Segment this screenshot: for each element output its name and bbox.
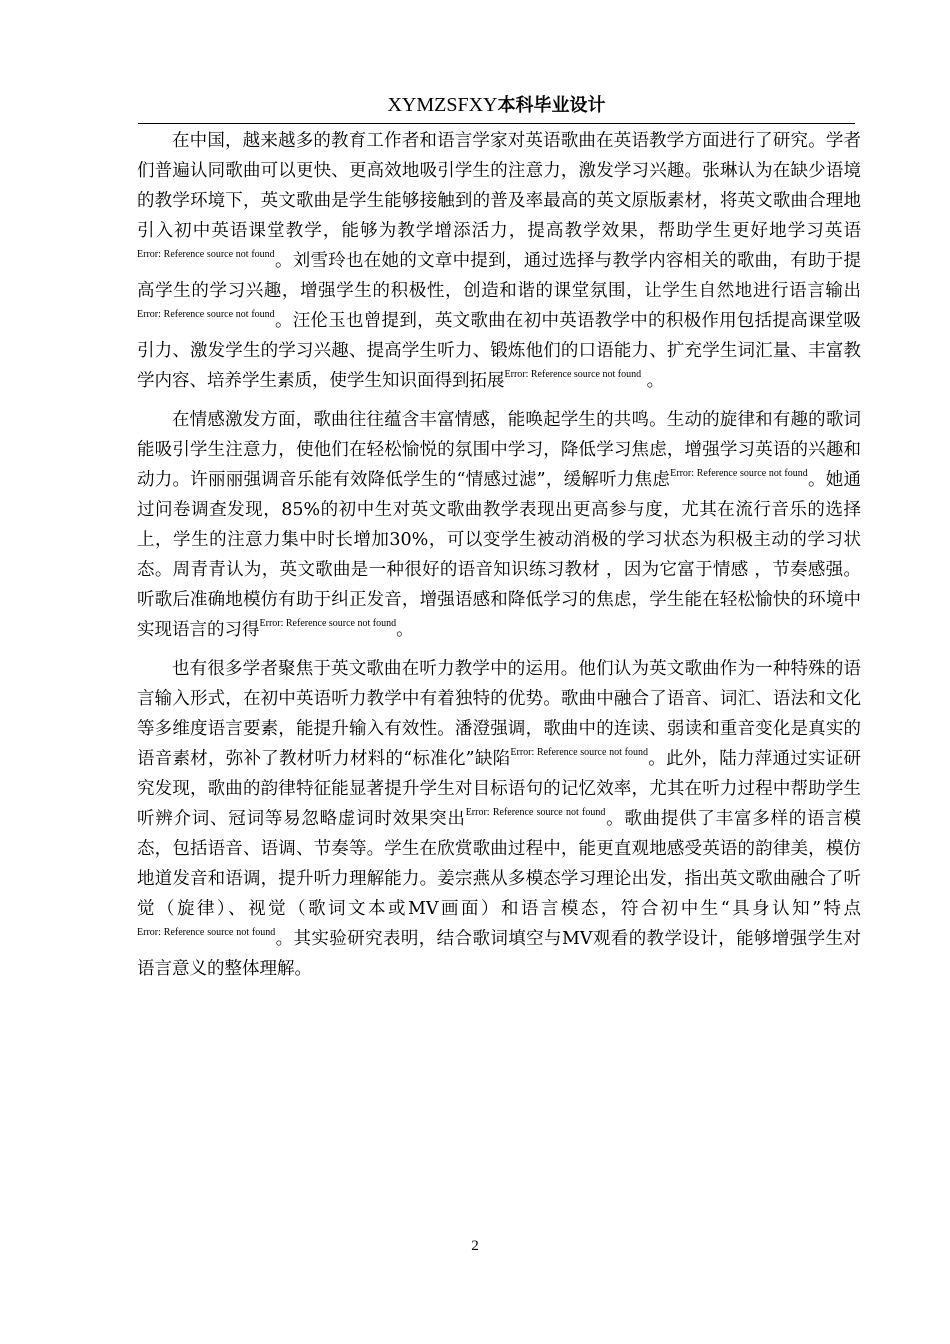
paragraph-text: 。 <box>641 371 665 391</box>
header-code: XYMZSFXY <box>387 94 498 116</box>
paragraph-text: 。刘雪玲也在她的文章中提到，通过选择与教学内容相关的歌曲，有助于提高学生的学习兴趣，增强学生的积极性，创造和谐的课堂氛围，让学生自然地进行语言输出 <box>137 251 862 301</box>
reference-error: Error: Reference source not found <box>137 249 275 260</box>
paragraph-text: 。歌曲提供了丰富多样的语言模态，包括语音、语调、节奏等。学生在欣赏歌曲过程中，能更直观地感受英语的韵律美，模仿地道发音和语调，提升听力理解能力。姜宗燕从多模态学习理论出发，指出英文歌曲融合了听觉（旋律）、视觉（歌词文本或MV画面）和语言模态，符合初中生“具身认知”特点 <box>137 809 862 919</box>
reference-error: Error: Reference source not found <box>510 747 648 758</box>
paragraph-text: 。 <box>396 620 414 640</box>
paragraph-text: 。汪伦玉也曾提到，英文歌曲在初中英语教学中的积极作用包括提高课堂吸引力、激发学生的学习兴趣、提高学生听力、锻炼他们的口语能力、扩充学生词汇量、丰富教学内容、培养学生素质，使学生知识面得到拓展 <box>137 311 862 391</box>
header-title: 本科毕业设计 <box>497 95 606 116</box>
header-text <box>138 91 855 117</box>
paragraph-3 <box>137 654 861 984</box>
paragraph-text: 。此外，陆力萍通过实证研究发现，歌曲的韵律特征能显著提升学生对目标语句的记忆效率，尤其在听力过程中帮助学生听辨介词、冠词等易忽略虚词时效果突出 <box>137 749 861 829</box>
reference-error: Error: Reference source not found <box>137 309 275 320</box>
main-content <box>137 126 861 993</box>
paragraph-text: 。她通过问卷调查发现，85%的初中生对英文歌曲教学表现出更高参与度，尤其在流行音乐的选择上，学生的注意力集中时长增加30%，可以变学生被动消极的学习状态为积极主动的学习状态。周青青认为，英文歌曲是一种很好的语音知识练习教材 ，因为它富于情感 ，节奏感强。听歌后准确地模仿有助于纠正发音，增强语感和降低学习的焦虑，学生能在轻松愉快的环境中实现语言的习得 <box>137 470 861 640</box>
reference-error: Error: Reference source not found <box>259 618 397 629</box>
reference-error: Error: Reference source not found <box>137 927 276 938</box>
reference-error: Error: Reference source not found <box>670 468 808 479</box>
paragraph-1 <box>137 126 861 396</box>
page-header <box>138 89 855 124</box>
page-number: 2 <box>471 1238 479 1254</box>
paragraph-2 <box>137 405 861 645</box>
reference-error: Error: Reference source not found <box>465 807 606 818</box>
paragraph-text: 也有很多学者聚焦于英文歌曲在听力教学中的运用。他们认为英文歌曲作为一种特殊的语言输入形式，在初中英语听力教学中有着独特的优势。歌曲中融合了语音、词汇、语法和文化等多维度语言要素，能提升输入有效性。潘澄强调，歌曲中的连读、弱读和重音变化是真实的语音素材，弥补了教材听力材料的“标准化”缺陷 <box>137 659 861 769</box>
paragraph-text: 在情感激发方面，歌曲往往蕴含丰富情感，能唤起学生的共鸣。生动的旋律和有趣的歌词能吸引学生注意力，使他们在轻松愉悦的氛围中学习，降低学习焦虑，增强学习英语的兴趣和动力。许丽丽强调音乐能有效降低学生的“情感过滤”，缓解听力焦虑 <box>137 410 861 490</box>
reference-error: Error: Reference source not found <box>504 369 642 380</box>
paragraph-text: 在中国，越来越多的教育工作者和语言学家对英语歌曲在英语教学方面进行了研究。学者们普遍认同歌曲可以更快、更高效地吸引学生的注意力，激发学习兴趣。张琳认为在缺少语境的教学环境下，英文歌曲是学生能够接触到的普及率最高的英文原版素材，将英文歌曲合理地引入初中英语课堂教学，能够为教学增添活力，提高教学效果，帮助学生更好地学习英语 <box>137 131 861 241</box>
paragraph-text: 。其实验研究表明，结合歌词填空与MV观看的教学设计，能够增强学生对语言意义的整体理解。 <box>137 929 861 979</box>
